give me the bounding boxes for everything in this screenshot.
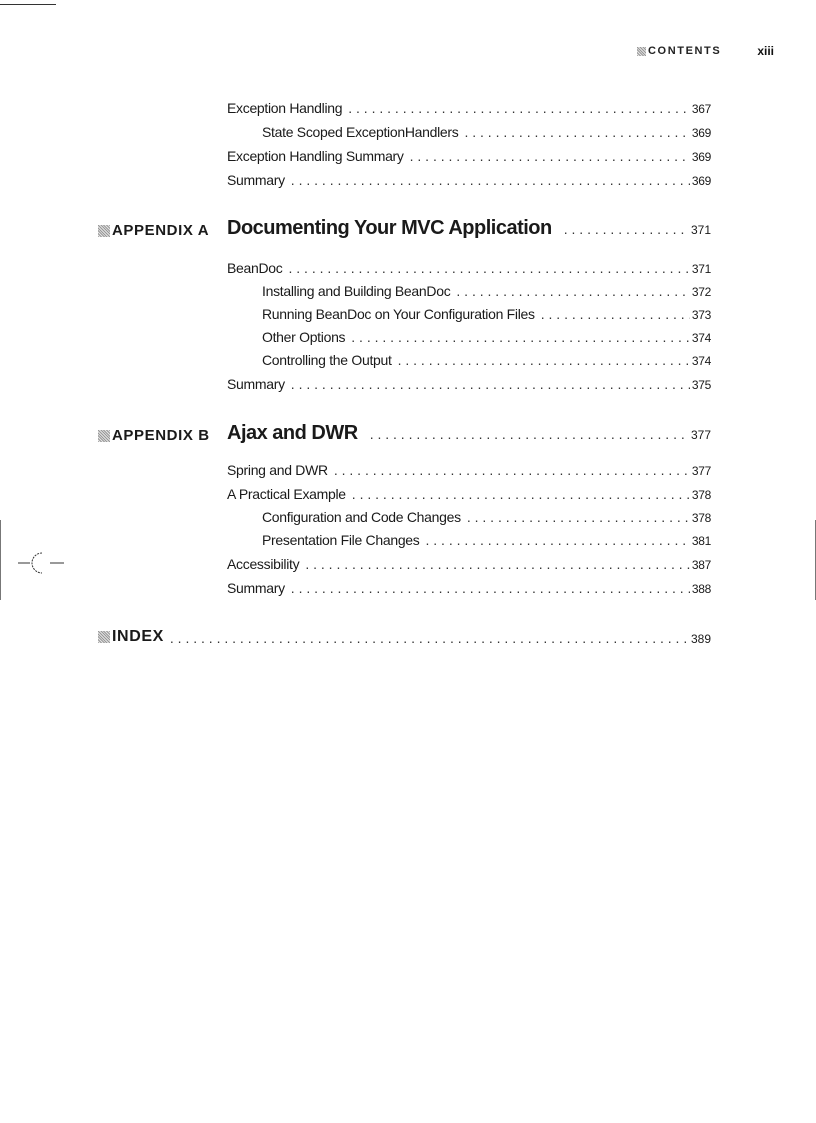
toc-entry[interactable]: Presentation File Changes . . . 381 bbox=[262, 532, 711, 548]
toc-entry[interactable]: Exception Handling . . . 367 bbox=[227, 100, 711, 116]
appendix-a-title[interactable]: Documenting Your MVC Application . . . 371 bbox=[227, 217, 711, 240]
toc-entry[interactable]: BeanDoc . . . 371 bbox=[227, 260, 711, 276]
toc-entry[interactable]: Summary . . . 388 bbox=[227, 580, 711, 596]
registration-mark-icon bbox=[18, 548, 64, 578]
toc-entry[interactable]: Running BeanDoc on Your Configuration Files . . . 373 bbox=[262, 306, 711, 322]
gray-square-icon bbox=[637, 47, 646, 56]
crop-mark-top bbox=[0, 4, 56, 5]
toc-entry[interactable]: Accessibility . . . 387 bbox=[227, 556, 711, 572]
page-number: xiii bbox=[757, 44, 774, 58]
toc-entry[interactable]: Spring and DWR . . . 377 bbox=[227, 462, 711, 478]
gray-square-icon bbox=[98, 430, 110, 442]
appendix-b-title[interactable]: Ajax and DWR . . . 377 bbox=[227, 422, 711, 445]
toc-entry[interactable]: Configuration and Code Changes . . . 378 bbox=[262, 509, 711, 525]
appendix-b-label: APPENDIX B bbox=[98, 427, 210, 444]
gray-square-icon bbox=[98, 631, 110, 643]
toc-entry[interactable]: Summary . . . 369 bbox=[227, 172, 711, 188]
appendix-a-label: APPENDIX A bbox=[98, 222, 209, 239]
toc-entry[interactable]: Installing and Building BeanDoc . . . 372 bbox=[262, 283, 711, 299]
section-label: CONTENTS bbox=[637, 45, 721, 57]
crop-mark-left bbox=[0, 520, 1, 600]
gray-square-icon bbox=[98, 225, 110, 237]
toc-entry[interactable]: A Practical Example . . . 378 bbox=[227, 486, 711, 502]
toc-entry[interactable]: Summary . . . 375 bbox=[227, 376, 711, 392]
toc-entry[interactable]: Exception Handling Summary . . . 369 bbox=[227, 148, 711, 164]
running-header bbox=[637, 44, 774, 58]
index-entry[interactable]: INDEX . . . 389 bbox=[98, 628, 711, 646]
toc-entry[interactable]: Controlling the Output . . . 374 bbox=[262, 352, 711, 368]
toc-entry[interactable]: Other Options . . . 374 bbox=[262, 329, 711, 345]
toc-entry[interactable]: State Scoped ExceptionHandlers . . . 369 bbox=[262, 124, 711, 140]
